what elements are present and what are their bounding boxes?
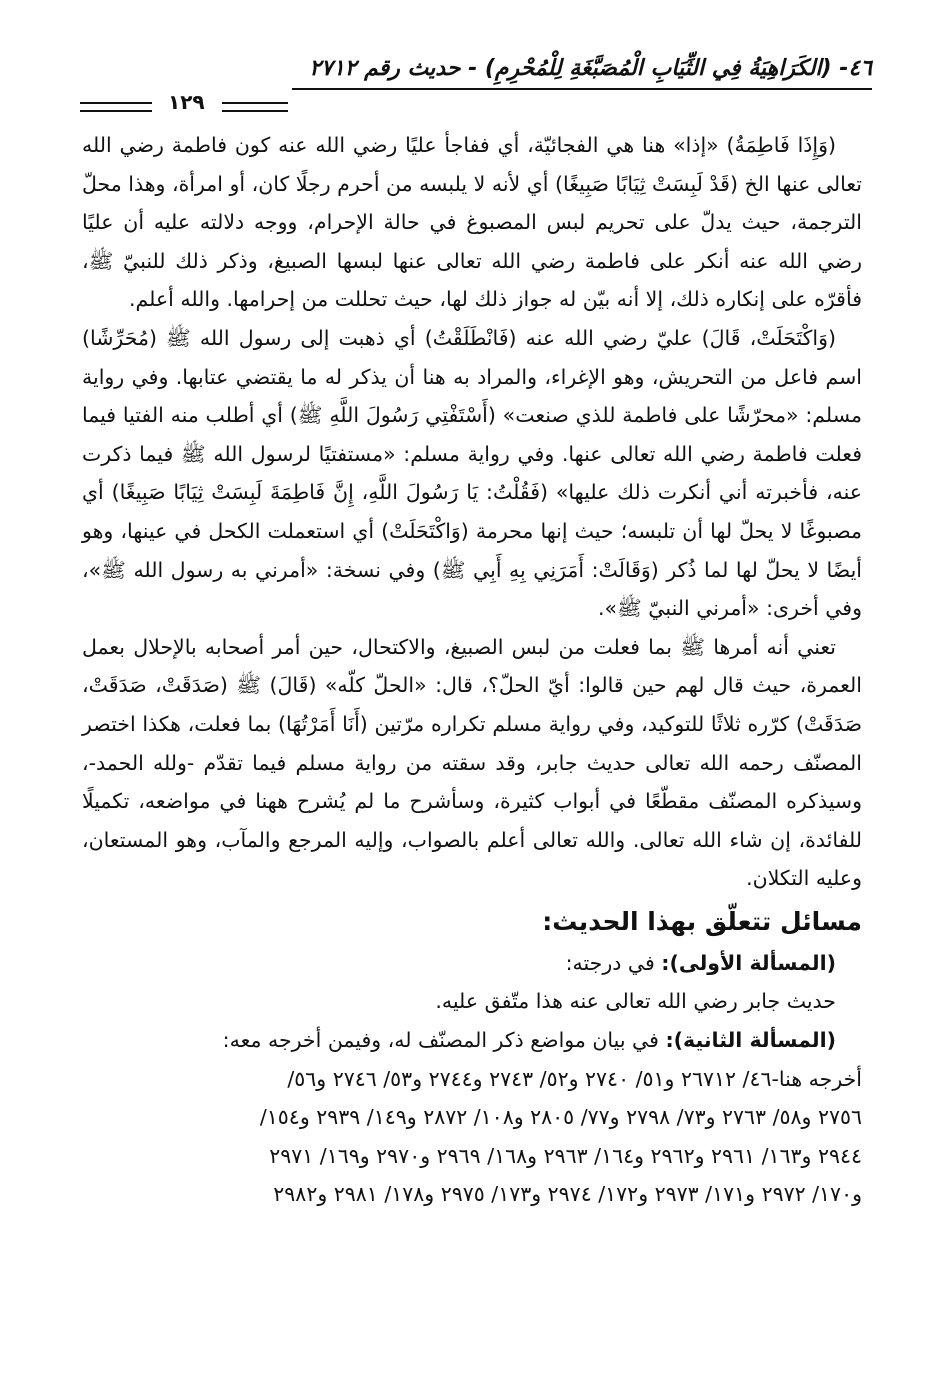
issue-1-label: (المسألة الأولى):: [661, 950, 836, 975]
references-block: [82, 1060, 862, 1214]
reference-line-1: أخرجه هنا-٤٦/ ٢٦٧١٢ و٥١/ ٢٧٤٠ و٥٢/ ٢٧٤٣ و٢٧٤٤ و٥٣/ ٢٧٤٦ و٥٦/: [287, 1066, 862, 1091]
reference-line-2: ٢٧٥٦ و٥٨/ ٢٧٦٣ و٧٣/ ٢٧٩٨ و٧٧/ ٢٨٠٥ و١٠٨/ ٢٨٧٢ و١٤٩/ ٢٩٣٩ و١٥٤/: [259, 1105, 862, 1130]
paragraph-1: (وَإِذَا فَاطِمَةُ) «إذا» هنا هي الفجائيّة، أي ففاجأ عليًا رضي الله عنه كون فاطمة رضي الله تعالى عنها الخ (قَدْ لَبِسَتْ ثِيَابًا صَبِيغًا) أي لأنه لا يلبسه من أحرم رجلًا كان، أو امرأة، وهذا محلّ الترجمة، حيث يدلّ على تحريم لبس المصبوغ في حالة الإحرام، ووجه دلالته عليه أن عليًا رضي الله عنه أنكر على فاطمة رضي الله تعالى عنها لبسها الصبيغ، وذكر ذلك للنبيّ ﷺ، فأقرّه على إنكاره ذلك، إلا أنه بيّن له جواز ذلك لها، حيث تحللت من إحرامها. والله أعلم.: [82, 133, 862, 312]
issue-1-detail: [82, 982, 862, 1021]
issue-2-text: في بيان مواضع ذكر المصنّف له، وفيمن أخرجه معه:: [222, 1028, 666, 1053]
double-rule-left: [80, 102, 152, 112]
paragraph-2: (وَاكْتَحَلَتْ، قَالَ) عليّ رضي الله عنه (فَانْطَلَقْتُ) أي ذهبت إلى رسول الله ﷺ (مُحَرِّشًا) اسم فاعل من التحريش، وهو الإغراء، والمراد به هنا أن يذكر له ما يقتضي عتابها. وفي رواية مسلم: «محرّشًا على فاطمة للذي صنعت» (أَسْتَفْتِي رَسُولَ اللَّهِ ﷺ) أي أطلب منه الفتيا فيما فعلت فاطمة رضي الله تعالى عنها. وفي رواية مسلم: «مستفتيًا لرسول الله ﷺ فيما ذكرت عنه، فأخبرته أني أنكرت ذلك عليها» (فَقُلْتُ: يَا رَسُولَ اللَّهِ، إِنَّ فَاطِمَةَ لَبِسَتْ ثِيَابًا صَبِيغًا) أي مصبوغًا لا يحلّ لها أن تلبسه؛ حيث إنها محرمة (وَاكْتَحَلَتْ) أي استعملت الكحل في عينها، وهو أيضًا لا يحلّ لها لما ذُكر (وَقَالَتْ: أَمَرَنِي بِهِ أَبِي ﷺ) وفي نسخة: «أمرني به رسول الله ﷺ»، وفي أخرى: «أمرني النبيّ ﷺ».: [82, 325, 862, 621]
page-header: [72, 52, 872, 112]
issue-1-text: في درجته:: [565, 950, 662, 975]
page-number-row: [72, 90, 292, 114]
issue-2: [82, 1021, 862, 1060]
paragraph-3: تعني أنه أمرها ﷺ بما فعلت من لبس الصبيغ، والاكتحال، حين أمر أصحابه بالإحلال بعمل العمرة، حيث قال لهم حين قالوا: أيّ الحلّ؟، قال: «الحلّ كلّه» (قَالَ) ﷺ (صَدَقَتْ، صَدَقَتْ، صَدَقَتْ) كرّره ثلاثًا للتوكيد، وفي رواية مسلم تكراره مرّتين (أَنَا أَمَرْتُهَا) بما فعلت، هكذا اختصر المصنّف رحمه الله تعالى حديث جابر، وقد سقته من رواية مسلم فيما تقدّم -ولله الحمد-، وسيذكره المصنّف مقطّعًا في أبواب كثيرة، وسأشرح ما لم يُشرح ههنا في مواضعه، تكميلًا للفائدة، إن شاء الله تعالى. والله تعالى أعلم بالصواب، وإليه المرجع والمآب، وهو المستعان، وعليه التكلان.: [82, 634, 862, 891]
section-heading: مسائل تتعلّق بهذا الحديث:: [542, 906, 862, 936]
page-body: [82, 126, 862, 1214]
header-rule: [292, 88, 872, 90]
double-rule-right: [222, 102, 288, 112]
page-number: ١٢٩: [168, 90, 205, 114]
reference-line-4: و١٧٠/ ٢٩٧٢ و١٧١/ ٢٩٧٣ و١٧٢/ ٢٩٧٤ و١٧٣/ ٢٩٧٥ و١٧٨/ ٢٩٨١ و٢٩٨٢: [273, 1182, 862, 1207]
reference-line-3: ٢٩٤٤ و١٦٣/ ٢٩٦١ و٢٩٦٢ و١٦٤/ ٢٩٦٣ و١٦٨/ ٢٩٦٩ و٢٩٧٠ و١٦٩/ ٢٩٧١: [269, 1143, 862, 1168]
running-title: ٤٦- (الكَرَاهِيَةُ فِي الثِّيَابِ الْمُصَبَّغَةِ لِلْمُحْرِمِ) - حديث رقم ٢٧١٢: [309, 56, 872, 81]
issue-1-detail-text: حديث جابر رضي الله تعالى عنه هذا متّفق عليه.: [435, 989, 836, 1014]
issue-1: [82, 944, 862, 983]
issue-2-label: (المسألة الثانية):: [665, 1028, 836, 1053]
